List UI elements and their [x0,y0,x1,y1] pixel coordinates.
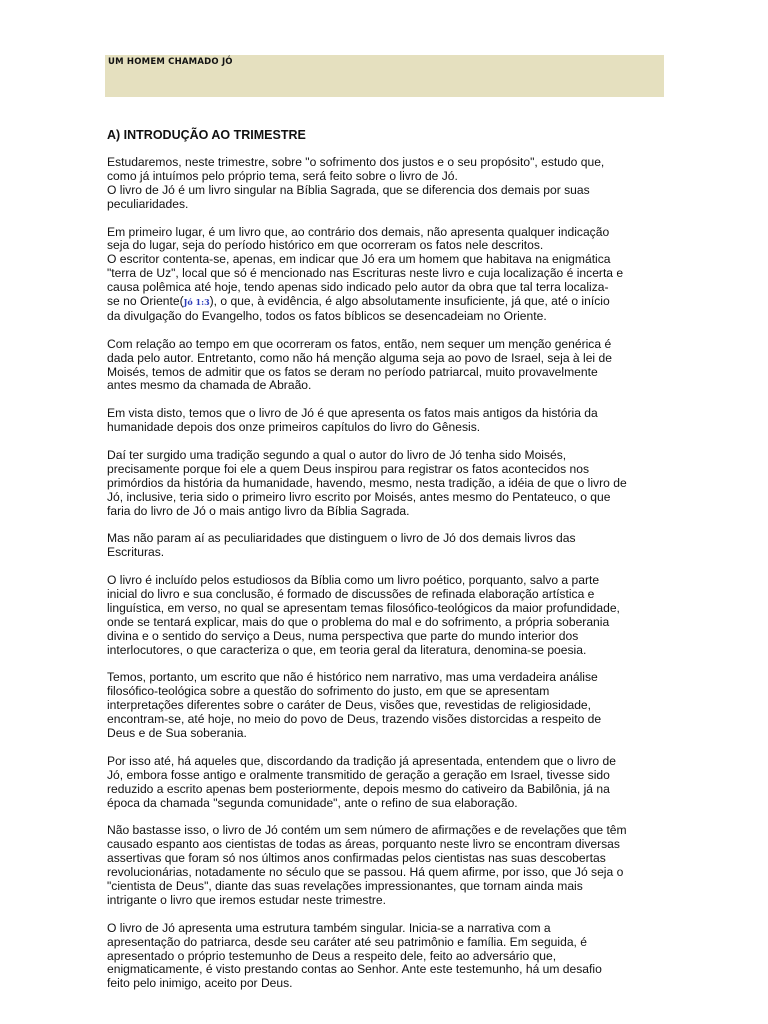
paragraph [107,338,667,394]
text-line: Moisés, temos de admitir que os fatos se deram no período patriarcal, muito provavelmente [107,364,598,379]
text-line: época da chamada "segunda comunidade", ante o refino de sua elaboração. [107,795,518,810]
text-line: revolucionárias, notadamente no século que se passou. Há quem afirme, por isso, que Jó seja o [107,865,624,880]
text-line: linguística, em verso, no qual se apresentam temas filosófico-teológicos da maior profundidade, [107,600,620,615]
text-line: apresentado o próprio testemunho de Deus a respeito dele, feito ao adversário que, [107,948,557,963]
document-body [107,128,667,1005]
text-line: como já intuímos pelo próprio tema, será feito sobre o livro de Jó. [107,168,458,183]
text-line: O escritor contenta-se, apenas, em indicar que Jó era um homem que habitava na enigmática [107,252,611,267]
text-line: seja do lugar, seja do período histórico em que ocorreram os fatos nele descritos. [107,238,544,253]
text-line: antes mesmo da chamada de Abraão. [107,378,312,393]
text-line: onde se tentará explicar, mais do que o problema do mal e do sofrimento, a própria soberania [107,614,610,629]
text-line: apresentação do patriarca, desde seu caráter até seu patrimônio e família. Em seguida, é [107,934,587,949]
paragraph [107,156,667,212]
text-line: Em vista disto, temos que o livro de Jó é que apresenta os fatos mais antigos da história da [107,406,598,421]
bible-reference-link[interactable]: Jó 1:3 [183,297,210,308]
text-line: reduzido a escrito apenas bem posteriormente, depois mesmo do cativeiro da Babilônia, já na [107,781,610,796]
paragraph [107,824,667,907]
text-line: Jó, inclusive, teria sido o primeiro livro escrito por Moisés, antes mesmo do Pentateuco, o que [107,489,611,504]
text-line: Não bastasse isso, o livro de Jó contém um sem número de afirmações e de revelações que têm [107,823,627,838]
text-line: primórdios da história da humanidade, havendo, mesmo, nesta tradição, a idéia de que o livro de [107,475,627,490]
text-line: causa polêmica até hoje, tendo apenas sido indicado pelo autor da obra que tal terra localiza- [107,280,609,295]
text-line: feito pelo inimigo, aceito por Deus. [107,976,293,991]
text-line: assertivas que foram só nos últimos anos confirmadas pelos cientistas nas suas descobertas [107,851,606,866]
paragraph [107,671,667,741]
paragraph-list [107,156,667,991]
paragraph [107,449,667,519]
title-banner [105,55,664,97]
text-line: O livro de Jó apresenta uma estrutura também singular. Inicia-se a narrativa com a [107,920,551,935]
text-line: Mas não param aí as peculiaridades que distinguem o livro de Jó dos demais livros das [107,531,576,546]
text-line: ), o que, à evidência, é algo absolutamente insuficiente, já que, até o início [209,294,610,309]
text-line: "terra de Uz", local que só é mencionado nas Escrituras neste livro e cuja localização é incerta e [107,266,624,281]
text-line: dada pelo autor. Entretanto, como não há menção alguma seja ao povo de Israel, seja à lei de [107,350,612,365]
text-line: da divulgação do Evangelho, todos os fatos bíblicos se desencadeiam no Oriente. [107,308,547,323]
paragraph [107,755,667,811]
text-line: Temos, portanto, um escrito que não é histórico nem narrativo, mas uma verdadeira análise [107,670,598,685]
text-line: intrigante o livro que iremos estudar neste trimestre. [107,892,386,907]
text-line: filosófico-teológica sobre a questão do sofrimento do justo, em que se apresentam [107,684,550,699]
text-line: encontram-se, até hoje, no meio do povo de Deus, trazendo visões distorcidas a respeito de [107,712,602,727]
document-title: UM HOMEM CHAMADO JÓ [108,57,233,67]
text-line: interpretações diferentes sobre o caráter de Deus, visões que, revestidas de religiosidade, [107,698,592,713]
text-line: se no Oriente( [107,294,184,309]
text-line: Com relação ao tempo em que ocorreram os fatos, então, nem sequer um menção genérica é [107,336,612,351]
paragraph [107,407,667,435]
text-line: O livro é incluído pelos estudiosos da Bíblia como um livro poético, porquanto, salvo a parte [107,573,600,588]
text-line: enigmaticamente, é visto prestando contas ao Senhor. Ante este testemunho, há um desafio [107,962,602,977]
text-line: Daí ter surgido uma tradição segundo a qual o autor do livro de Jó tenha sido Moisés, [107,447,567,462]
paragraph [107,922,667,992]
text-line: precisamente porque foi ele a quem Deus inspirou para registrar os fatos acontecidos nos [107,461,590,476]
paragraph [107,574,667,657]
text-line: inicial do livro e sua conclusão, é formado de discussões de refinada elaboração artística e [107,587,595,601]
text-line: Em primeiro lugar, é um livro que, ao contrário dos demais, não apresenta qualquer indicação [107,224,610,239]
text-line: Deus e de Sua soberania. [107,726,247,741]
text-line: divina e o sentido do serviço a Deus, numa perspectiva que parte do mundo interior dos [107,628,579,643]
text-line: peculiaridades. [107,196,189,211]
text-line: "cientista de Deus", diante das suas revelações impressionantes, que tornam ainda mais [107,878,583,893]
text-line: interlocutores, o que caracteriza o que, em teoria geral da literatura, denomina-se poesia. [107,642,587,657]
paragraph [107,226,667,324]
text-line: Estudaremos, neste trimestre, sobre "o sofrimento dos justos e o seu propósito", estudo que, [107,155,605,169]
text-line: Por isso até, há aqueles que, discordando da tradição já apresentada, entendem que o livro de [107,753,616,768]
text-line: O livro de Jó é um livro singular na Bíblia Sagrada, que se diferencia dos demais por suas [107,182,590,197]
text-line: Escrituras. [107,545,165,560]
section-heading: A) INTRODUÇÃO AO TRIMESTRE [107,128,306,142]
text-line: causado espanto aos cientistas de todas as áreas, porquanto neste livro se encontram diversas [107,837,620,852]
text-line: humanidade depois dos onze primeiros capítulos do livro do Gênesis. [107,420,481,435]
text-line: Jó, embora fosse antigo e oralmente transmitido de geração a geração em Israel, tivesse sido [107,767,610,782]
paragraph [107,532,667,560]
text-line: faria do livro de Jó o mais antigo livro da Bíblia Sagrada. [107,503,410,518]
